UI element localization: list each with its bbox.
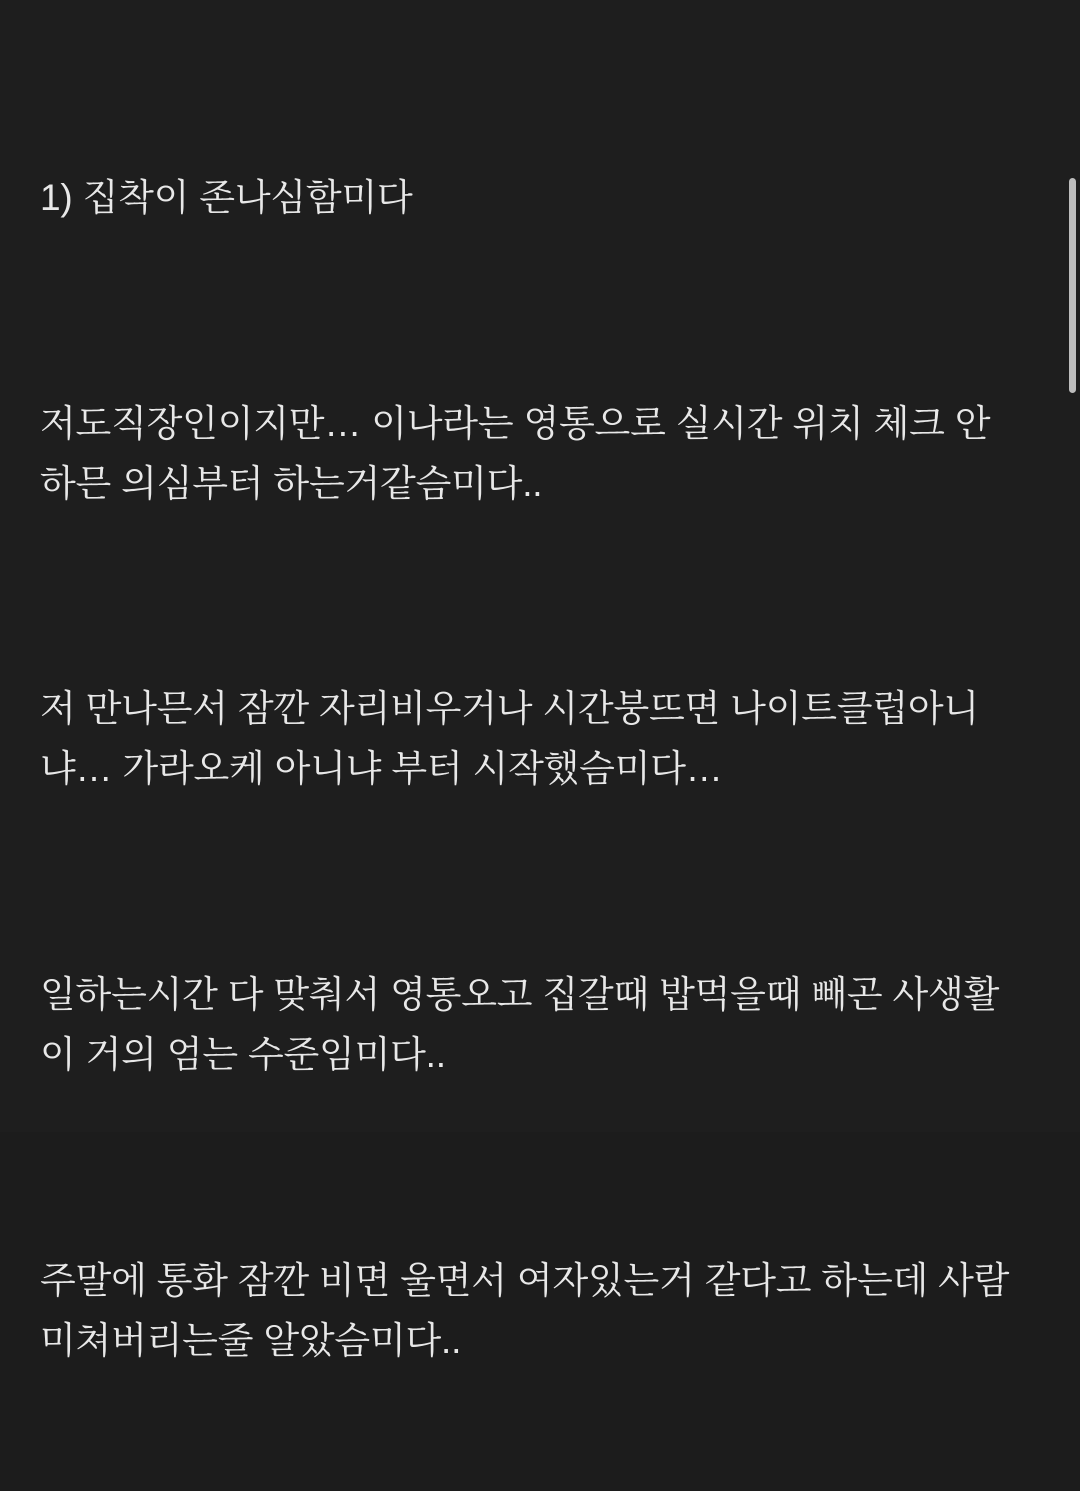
post-paragraph-5: 주말에 통화 잠깐 비면 울면서 여자있는거 같다고 하는데 사람 미쳐버리는줄 알았슴미다.. — [40, 1259, 1020, 1361]
vertical-scrollbar[interactable] — [1068, 0, 1076, 1132]
post-paragraph-4: 일하는시간 다 맞춰서 영통오고 집갈때 밥먹을때 빼곤 사생활이 거의 엄는 수준임미다.. — [40, 974, 1000, 1076]
post-paragraph-2: 저도직장인이지만… 이나라는 영통으로 실시간 위치 체크 안하믄 의심부터 하는거같슴미다.. — [40, 402, 991, 504]
post-paragraph-3: 저 만나믄서 잠깐 자리비우거나 시간붕뜨면 나이트클럽아니냐… 가라오케 아니냐 부터 시작했슴미다… — [40, 688, 979, 790]
post-paragraph-1: 1) 집착이 존나심함미다 — [40, 176, 413, 218]
scrollbar-thumb[interactable] — [1069, 178, 1076, 393]
post-body — [40, 48, 1020, 1491]
